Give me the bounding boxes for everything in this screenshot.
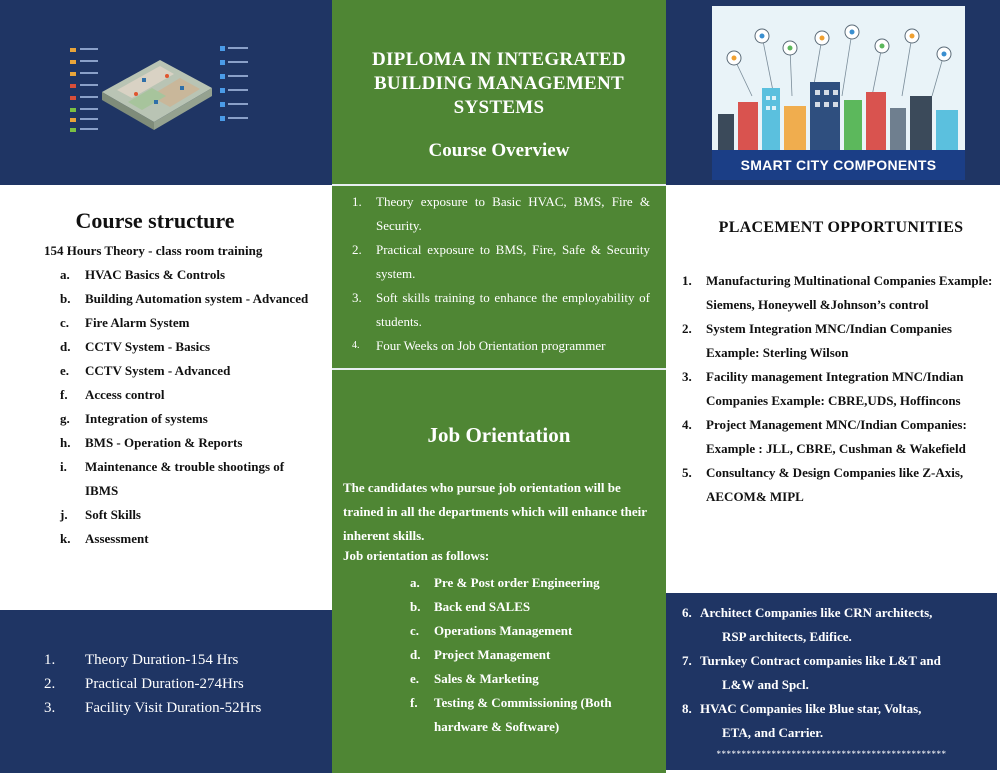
list-text: Building Automation system - Advanced: [85, 291, 309, 306]
list-item: [60, 311, 320, 335]
list-text: L&W and Spcl.: [722, 677, 809, 692]
job-orientation-text: The candidates who pursue job orientation will be trained in all the departments which will enhance their inherent skills.: [343, 480, 647, 543]
list-marker: k.: [60, 531, 71, 546]
list-item: [60, 335, 320, 359]
list-marker: 2.: [682, 321, 692, 336]
list-marker: 2.: [44, 676, 56, 692]
list-text: Project Management MNC/Indian Companies: Example : JLL, CBRE, Cushman & Wakefield: [706, 417, 967, 456]
list-item: [60, 431, 320, 455]
list-marker: b.: [410, 599, 421, 614]
list-text: Fire Alarm System: [85, 315, 190, 330]
list-marker: 4.: [352, 340, 360, 351]
list-marker: 2.: [352, 242, 362, 257]
list-marker: 4.: [682, 417, 692, 432]
list-marker: 8.: [682, 701, 692, 716]
course-structure-title: Course structure: [75, 208, 235, 233]
list-marker: 3.: [44, 700, 56, 716]
list-text: System Integration MNC/Indian Companies Example: Sterling Wilson: [706, 321, 952, 360]
building-illustration: [62, 30, 262, 150]
list-marker: 1.: [44, 652, 56, 668]
list-marker: 3.: [682, 369, 692, 384]
list-text: Practical exposure to BMS, Fire, Safe & Security system.: [376, 242, 650, 281]
duration-list: [44, 648, 261, 720]
list-marker: c.: [60, 315, 70, 330]
list-item: [682, 269, 1000, 317]
list-text: Integration of systems: [85, 411, 208, 426]
list-marker: i.: [60, 459, 67, 474]
list-text: Soft skills training to enhance the employability of students.: [376, 290, 650, 329]
course-overview-list: [352, 190, 650, 354]
list-text: Consultancy & Design Companies like Z-Axis, AECOM& MIPL: [706, 465, 964, 504]
list-item: [60, 455, 320, 503]
list-marker: d.: [60, 339, 71, 354]
list-item: [410, 667, 660, 691]
list-item: [682, 461, 1000, 509]
list-item: [410, 643, 660, 667]
middle-panel: [332, 0, 666, 773]
list-item: [682, 697, 992, 745]
list-text: Pre & Post order Engineering: [434, 575, 600, 590]
list-text: HVAC Basics & Controls: [85, 267, 226, 282]
city-image-caption: SMART CITY COMPONENTS: [712, 150, 965, 180]
list-text: Assessment: [85, 531, 149, 546]
list-text: BMS - Operation & Reports: [85, 435, 243, 450]
list-item: [44, 672, 261, 696]
list-item: [682, 601, 992, 649]
list-item: [682, 317, 1000, 365]
left-top-banner: [0, 0, 332, 185]
list-item: [410, 571, 660, 595]
list-text: Facility Visit Duration-52Hrs: [85, 700, 262, 716]
list-marker: h.: [60, 435, 71, 450]
list-text: Four Weeks on Job Orientation programmer: [376, 338, 606, 353]
course-structure-list: [60, 263, 320, 551]
list-marker: d.: [410, 647, 421, 662]
list-text: Testing & Commissioning (Both hardware & Software): [434, 695, 612, 734]
list-marker: e.: [60, 363, 70, 378]
list-item: [410, 691, 660, 739]
divider: [332, 184, 666, 186]
list-marker: f.: [410, 695, 418, 710]
list-marker: a.: [60, 267, 70, 282]
list-marker: 6.: [682, 605, 692, 620]
more-placement-list: [682, 601, 992, 745]
list-text: Manufacturing Multinational Companies Example: Siemens, Honeywell &Johnson’s control: [706, 273, 993, 312]
placement-list: [682, 269, 1000, 509]
list-text: Project Management: [434, 647, 551, 662]
list-item: [44, 696, 261, 720]
list-item: [410, 619, 660, 643]
title-line: BUILDING MANAGEMENT: [373, 73, 625, 94]
list-text: RSP architects, Edifice.: [722, 629, 852, 644]
list-item: [60, 503, 320, 527]
list-text: Theory exposure to Basic HVAC, BMS, Fire & Security.: [376, 194, 650, 233]
list-text: Facility management Integration MNC/Indian Companies Example: CBRE,UDS, Hoffincons: [706, 369, 964, 408]
list-text: ETA, and Carrier.: [722, 725, 824, 740]
divider: [332, 368, 666, 370]
list-marker: j.: [60, 507, 68, 522]
list-marker: 5.: [682, 465, 692, 480]
list-text: Access control: [85, 387, 165, 402]
list-marker: f.: [60, 387, 68, 402]
list-item: [352, 190, 650, 238]
list-item: [60, 263, 320, 287]
list-marker: e.: [410, 671, 420, 686]
list-item: [352, 238, 650, 286]
list-marker: 3.: [352, 290, 362, 305]
list-item: [60, 287, 320, 311]
list-text: HVAC Companies like Blue star, Voltas,: [700, 701, 922, 716]
list-marker: b.: [60, 291, 71, 306]
list-text: Maintenance & trouble shootings of IBMS: [85, 459, 285, 498]
list-item: [60, 527, 320, 551]
list-item: [44, 648, 261, 672]
list-item: [60, 383, 320, 407]
list-text: Sales & Marketing: [434, 671, 539, 686]
list-item: [682, 413, 1000, 461]
list-item: [682, 365, 1000, 413]
list-text: Architect Companies like CRN architects,: [700, 605, 933, 620]
list-text: Soft Skills: [85, 507, 141, 522]
job-orientation-label: Job orientation as follows:: [343, 548, 490, 563]
list-marker: 1.: [352, 194, 362, 209]
star-divider: **********************************************: [716, 749, 947, 759]
list-item: [682, 649, 992, 697]
course-structure-subtitle: 154 Hours Theory - class room training: [44, 243, 263, 258]
list-marker: c.: [410, 623, 420, 638]
list-marker: 7.: [682, 653, 692, 668]
title-line: DIPLOMA IN INTEGRATED: [371, 49, 627, 70]
page-title: [332, 48, 666, 120]
list-text: Practical Duration-274Hrs: [85, 676, 244, 692]
list-item: [352, 337, 650, 354]
job-orientation-list: [410, 571, 660, 739]
title-line: SYSTEMS: [453, 97, 545, 118]
list-item: [60, 359, 320, 383]
course-overview-title: Course Overview: [428, 140, 570, 161]
list-item: [352, 286, 650, 334]
list-text: CCTV System - Basics: [85, 339, 211, 354]
list-text: Theory Duration-154 Hrs: [85, 652, 239, 668]
list-text: Back end SALES: [434, 599, 531, 614]
list-marker: g.: [60, 411, 70, 426]
list-text: CCTV System - Advanced: [85, 363, 231, 378]
list-marker: a.: [410, 575, 420, 590]
list-marker: 1.: [682, 273, 692, 288]
list-item: [410, 595, 660, 619]
list-text: Turnkey Contract companies like L&T and: [700, 653, 941, 668]
list-text: Operations Management: [434, 623, 573, 638]
list-item: [60, 407, 320, 431]
placement-title: PLACEMENT OPPORTUNITIES: [718, 219, 964, 236]
job-orientation-title: Job Orientation: [427, 423, 571, 447]
